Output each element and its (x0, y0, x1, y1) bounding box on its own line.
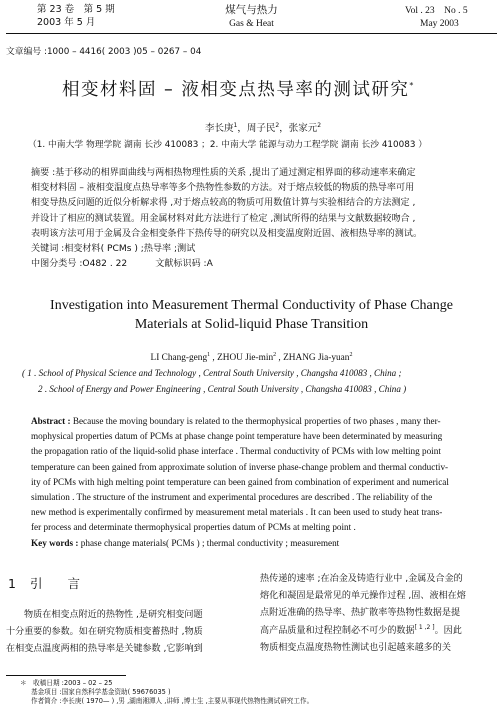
body-column-left (6, 607, 246, 659)
author-en-1: LI Chang-geng (150, 353, 208, 363)
body-text: 。因此 (434, 625, 462, 636)
abstract-cn-line: 摘要 :基于移动的相界面曲线与两相热物理性质的关系 ,提出了通过测定相界面的移动速率来确定 (31, 168, 416, 178)
body-line: 物质相变点温度热物性测试也引起越来越多的关 (260, 642, 451, 653)
author-cn-2: ，周子民 (237, 123, 276, 134)
document-code: 文献标识码 :A (155, 259, 213, 270)
page-title-cn (62, 76, 415, 101)
header-volume-en: Vol . 23 No . 5 (405, 6, 468, 16)
body-line: 熔化和凝固是最常见的单元操作过程 ,固、液相在熔 (260, 591, 466, 602)
footnote-author: 作者简介 :李长庚( 1970— ) ,男 ,湖南湘潭人 ,讲师 ,博士生 ,主要从事现代热物性测试研究工作。 (31, 696, 314, 705)
header-date-en: May 2003 (420, 19, 459, 29)
header-journal-cn: 煤气与热力 (225, 4, 278, 16)
article-number: 文章编号 :1000 – 4416( 2003 )05 – 0267 – 04 (6, 47, 202, 57)
affiliation-en-2: 2 . School of Energy and Power Engineering , Central South University , Changsha 410083 , China ) (38, 384, 407, 394)
authors-cn (205, 120, 321, 134)
abstract-en-text: Because the moving boundary is related to the thermophysical properties of two phases , many ther- (72, 416, 441, 426)
header-volume-cn: 第 23 卷 第 5 期 (37, 4, 115, 15)
keywords-en-text: phase change materials( PCMs ) ; thermal conductivity ; measurement (80, 537, 340, 548)
author-cn-2-sup: 2 (275, 121, 280, 129)
footnote-received: ＊ 收稿日期 :2003 – 02 – 25 (20, 679, 113, 687)
abstract-cn-line: 相变导热反问题的近似分析解求得 ,对于熔点较高的物质可用数值计算与实验相结合的方法测定 , (31, 198, 416, 209)
author-cn-1-sup: 1 (233, 121, 238, 129)
abstract-en-line: new method is experimentally confirmed by measurement metal materials . It can been used to study heat trans- (31, 507, 443, 518)
abstract-en-line: temperature can been gained from approximate solution of inverse phase-change problem and thermal conductiv- (31, 461, 449, 472)
keywords-en-label: Key words : (31, 537, 79, 548)
keywords-en (31, 536, 475, 551)
footnote-rule (6, 675, 126, 676)
abstract-en-label: Abstract : (31, 416, 71, 426)
abstract-en (31, 414, 475, 551)
body-text: 高产品质量和过程控制必不可少的数据 (260, 625, 415, 636)
abstract-en-line: ity of PCMs with high melting point temperature can been gained from combination of experiment and numerical (31, 476, 449, 487)
clc-number: 中图分类号 :O482 . 22 (31, 259, 128, 270)
body-line: 热传递的速率 ;在冶金及铸造行业中 ,金属及合金的 (260, 574, 463, 584)
author-en-2-sup: 2 (273, 351, 277, 358)
footnote (20, 679, 313, 705)
abstract-cn-line: 相变材料固 – 液相变温度点热导率等多个热物性参数的方法。对于熔点较低的物质的热导率可用 (31, 183, 415, 194)
author-cn-1: 李长庚 (205, 123, 234, 134)
abstract-en-line: fer process and determinate thermophysical properties datum of PCMs at melting point . (31, 522, 356, 533)
abstract-cn-line: 并设计了相应的测试装置。用金属材料对此方法进行了检定 ,测试所得的结果与文献数据较吻合 , (31, 213, 416, 224)
body-line: 在相变点温度两相的热导率是关键参数 ,它影响到 (6, 644, 203, 655)
header-rule (6, 33, 497, 34)
author-cn-3-sup: 2 (317, 121, 322, 129)
author-en-2: , ZHOU Jie-min (210, 353, 274, 363)
body-line (260, 623, 500, 640)
abstract-en-line: mophysical properties datum of PCMs at phase change point temperature have been determinated by measuring (31, 431, 443, 442)
abstract-cn (31, 166, 479, 272)
author-en-3: , ZHANG Jia-yuan (276, 353, 350, 363)
authors-en (0, 353, 503, 363)
section-title: 引 言 (29, 576, 80, 591)
title-cn-text: 相变材料固 – 液相变点热导率的测试研究 (62, 80, 410, 100)
title-en-line: Investigation into Measurement Thermal Conductivity of Phase Change (50, 298, 453, 313)
abstract-en-line: the propagation ratio of the liquid-solid phase interface . Thermal conductivity of PCMs with low melting point (31, 446, 441, 457)
abstract-cn-line: 表明该方法可用于金属及合金相变条件下热传导的研究以及相变温度附近固、液相热导率的测试。 (31, 228, 423, 239)
affiliation-en-1: ( 1 . School of Physical Science and Technology , Central South University , Changsha 410083 , China ; (22, 368, 402, 378)
author-cn-3: ，张家元 (279, 123, 318, 134)
author-en-1-sup: 1 (207, 351, 211, 358)
author-en-3-sup: 2 (349, 351, 353, 358)
affiliation-cn: （1. 中南大学 物理学院 湖南 长沙 410083 ；2. 中南大学 能源与动力工程学院 湖南 长沙 410083 ） (28, 140, 428, 150)
abstract-en-line (31, 414, 475, 429)
body-line: 十分重要的参数。如在研究物质相变蓄热时 ,物质 (6, 627, 203, 638)
footnote-fund: 基金项目 :国家自然科学基金资助( 59676035 ) (31, 687, 171, 696)
title-en-line: Materials at Solid-liquid Phase Transition (134, 317, 369, 332)
citation: [ 1 ,2 ] (414, 623, 435, 631)
title-footnote-mark: * (409, 81, 415, 91)
body-line: 物质在相变点附近的热物性 ,是研究相变问题 (24, 610, 203, 620)
body-line: 点附近准确的热导率、热扩散率等热物性数据是提 (260, 608, 461, 619)
abstract-en-line: simulation . The structure of the instrument and experimental procedures are described . The reliability of the (31, 492, 433, 503)
header-journal-en: Gas & Heat (229, 19, 274, 29)
section-heading (8, 574, 80, 592)
header-date-cn: 2003 年 5 月 (37, 17, 96, 28)
page-title-en (6, 296, 497, 334)
section-number: 1 (8, 576, 16, 591)
classification-row (31, 257, 479, 272)
body-column-right (260, 571, 500, 657)
keywords-cn: 关键词 :相变材料( PCMs ) ;热导率 ;测试 (31, 244, 196, 255)
